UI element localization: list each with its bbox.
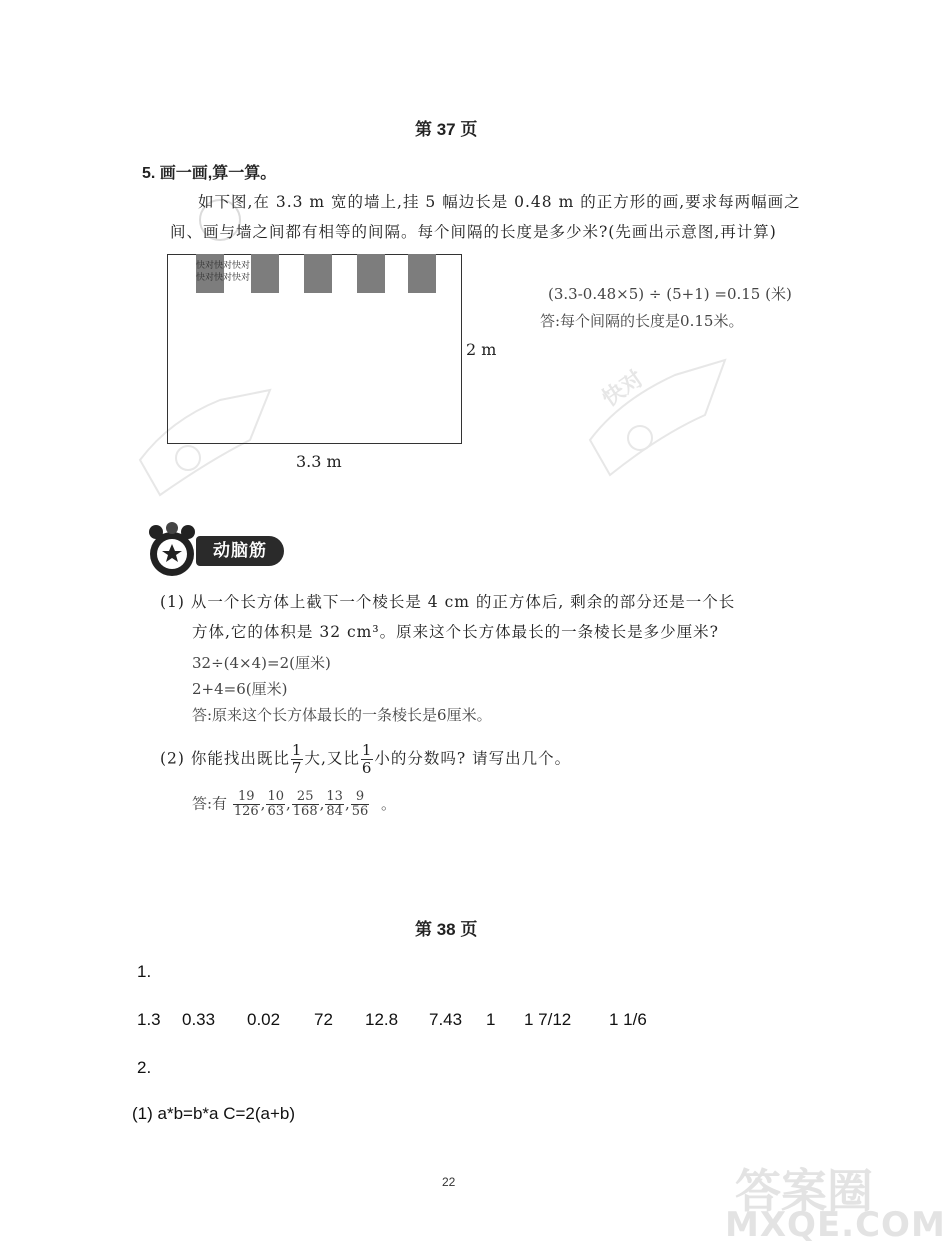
- painting-4: [357, 254, 385, 293]
- fraction-numerator: 9: [351, 790, 370, 805]
- question-5-line-1: 如下图,在 3.3 m 宽的墙上,挂 5 幅边长是 0.48 m 的正方形的画,要求每两幅画之: [198, 193, 801, 211]
- answer-separator: ,: [260, 794, 266, 813]
- fraction-numerator: 25: [292, 790, 319, 805]
- answer-end: 。: [381, 794, 397, 813]
- sub-question-2-part-b: 大,又比: [304, 749, 360, 768]
- fraction-numerator: 1: [291, 741, 303, 759]
- diagram-small-text-2: 快对快对快对: [196, 273, 251, 283]
- sub-question-1-answer: 答:原来这个长方体最长的一条棱长是6厘米。: [192, 706, 492, 724]
- answer-fraction-4: [325, 790, 344, 819]
- fraction-numerator: 19: [233, 790, 260, 805]
- fraction-denominator: 63: [267, 804, 284, 819]
- question-2-sub-1: (1) a*b=b*a C=2(a+b): [132, 1104, 296, 1123]
- question-1-answer-1: 1.3: [137, 1010, 161, 1029]
- answer-separator: ,: [319, 794, 325, 813]
- fraction-one-seventh: [291, 742, 304, 777]
- sub-question-2-answer: [192, 790, 396, 819]
- watermark-logo-2: [580, 350, 730, 480]
- fraction-denominator: 7: [291, 759, 303, 777]
- question-1-answer-8: 1 7/12: [524, 1010, 572, 1029]
- answer-prefix: 答:有: [192, 794, 228, 813]
- fraction-denominator: 56: [351, 804, 369, 819]
- sub-question-2-part-c: 小的分数吗? 请写出几个。: [374, 749, 572, 768]
- fraction-numerator: 13: [326, 789, 343, 804]
- sub-question-1-calc-2: 2+4=6(厘米): [192, 680, 288, 698]
- question-1-label: 1.: [137, 962, 152, 981]
- site-watermark-top: 答案圈: [735, 1164, 873, 1218]
- answer-fraction-2: [266, 790, 285, 819]
- answer-separator: ,: [344, 794, 350, 813]
- fraction-denominator: 168: [292, 804, 318, 819]
- page-38-title: 第 38 页: [415, 920, 478, 939]
- painting-2: [251, 254, 279, 293]
- sub-question-1-line-1: (1) 从一个长方体上截下一个棱长是 4 cm 的正方体后, 剩余的部分还是一个长: [160, 593, 736, 611]
- question-5-title: 5. 画一画,算一算。: [142, 165, 277, 182]
- question-1-answer-7: 1: [486, 1010, 496, 1029]
- fraction-denominator: 84: [326, 804, 343, 819]
- question-5-answer: 答:每个间隔的长度是0.15米。: [540, 312, 744, 330]
- question-1-answer-9: 1 1/6: [609, 1010, 647, 1029]
- sub-question-1-line-2: 方体,它的体积是 32 cm³。原来这个长方体最长的一条棱长是多少厘米?: [192, 623, 719, 641]
- sub-question-1-calc-1: 32÷(4×4)=2(厘米): [192, 654, 331, 672]
- fraction-numerator: 1: [361, 741, 373, 759]
- answer-fraction-1: [233, 790, 260, 819]
- painting-3: [304, 254, 332, 293]
- mascot-icon: [142, 520, 202, 578]
- section-badge: 动脑筋: [196, 536, 284, 566]
- diagram-height-label: 2 m: [466, 340, 497, 359]
- question-1-answer-4: 72: [314, 1010, 333, 1029]
- question-1-answer-3: 0.02: [247, 1010, 281, 1029]
- answer-separator: ,: [286, 794, 291, 813]
- site-watermark-bottom: MXQE.COM: [725, 1205, 946, 1245]
- question-1-answer-6: 7.43: [429, 1010, 463, 1029]
- diagram-small-text-1: 快对快对快对: [196, 261, 251, 271]
- fraction-denominator: 126: [233, 804, 259, 819]
- answer-fraction-3: [292, 790, 319, 819]
- fraction-numerator: 10: [267, 789, 284, 804]
- fraction-denominator: 6: [361, 759, 373, 777]
- question-1-answer-2: 0.33: [182, 1010, 216, 1029]
- diagram-width-label: 3.3 m: [296, 452, 342, 471]
- sub-question-2-part-a: (2) 你能找出既比: [160, 749, 290, 768]
- question-1-answer-5: 12.8: [365, 1010, 399, 1029]
- answer-fraction-5: [351, 790, 370, 819]
- page-37-title: 第 37 页: [415, 120, 478, 139]
- page-number: 22: [442, 1175, 456, 1189]
- question-2-label: 2.: [137, 1058, 152, 1077]
- painting-5: [408, 254, 436, 293]
- fraction-one-sixth: [361, 742, 374, 777]
- sub-question-2: [160, 742, 571, 777]
- question-5-answer-calc: (3.3-0.48×5) ÷ (5+1) =0.15 (米): [548, 285, 792, 303]
- brand-watermark: 快对: [597, 366, 649, 413]
- question-5-line-2: 间、画与墙之间都有相等的间隔。每个间隔的长度是多少米?(先画出示意图,再计算): [170, 223, 777, 241]
